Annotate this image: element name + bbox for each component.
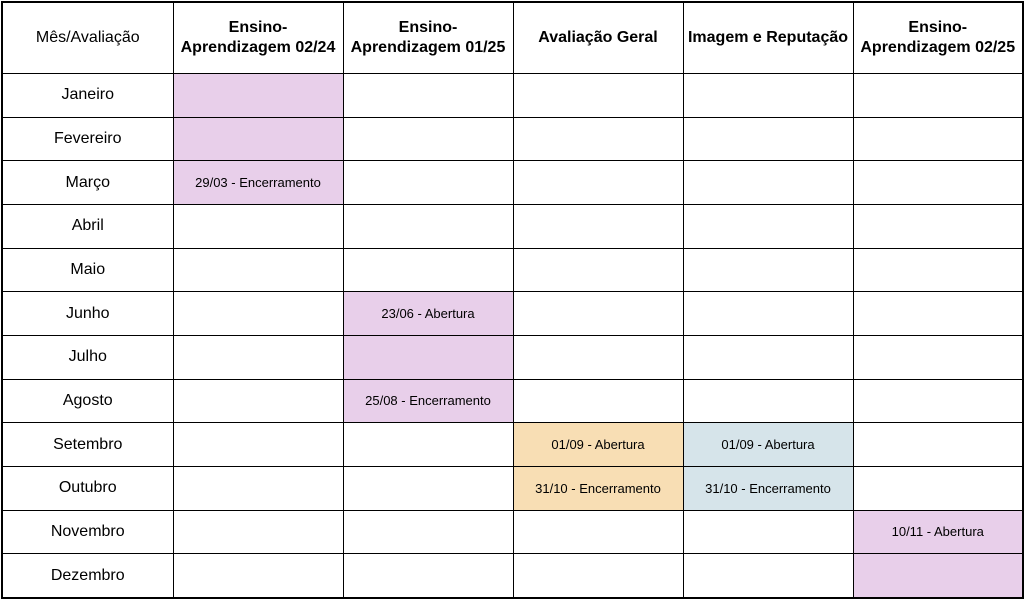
schedule-cell — [683, 161, 853, 205]
schedule-cell — [853, 117, 1023, 161]
schedule-cell — [173, 335, 343, 379]
schedule-cell — [683, 379, 853, 423]
schedule-cell — [683, 335, 853, 379]
table-row — [2, 554, 1023, 598]
schedule-cell — [683, 554, 853, 598]
schedule-cell: 23/06 - Abertura — [343, 292, 513, 336]
column-header: Ensino-Aprendizagem 02/24 — [173, 2, 343, 74]
schedule-cell — [173, 510, 343, 554]
schedule-cell: 10/11 - Abertura — [853, 510, 1023, 554]
month-cell: Março — [2, 161, 173, 205]
month-cell: Julho — [2, 335, 173, 379]
column-header: Avaliação Geral — [513, 2, 683, 74]
header-row — [2, 2, 1023, 74]
schedule-cell — [343, 248, 513, 292]
schedule-cell — [343, 117, 513, 161]
schedule-cell — [513, 554, 683, 598]
schedule-cell: 01/09 - Abertura — [513, 423, 683, 467]
column-header: Ensino-Aprendizagem 02/25 — [853, 2, 1023, 74]
schedule-cell — [853, 74, 1023, 118]
month-cell: Fevereiro — [2, 117, 173, 161]
schedule-cell — [853, 204, 1023, 248]
table-row — [2, 161, 1023, 205]
schedule-cell — [853, 554, 1023, 598]
month-cell: Janeiro — [2, 74, 173, 118]
schedule-cell — [853, 423, 1023, 467]
schedule-cell — [513, 204, 683, 248]
table-row — [2, 379, 1023, 423]
schedule-cell — [853, 161, 1023, 205]
schedule-cell: 29/03 - Encerramento — [173, 161, 343, 205]
month-cell: Maio — [2, 248, 173, 292]
schedule-cell — [683, 74, 853, 118]
month-cell: Abril — [2, 204, 173, 248]
schedule-cell — [173, 248, 343, 292]
schedule-cell: 31/10 - Encerramento — [513, 466, 683, 510]
schedule-cell — [513, 379, 683, 423]
schedule-cell — [173, 554, 343, 598]
schedule-cell — [853, 292, 1023, 336]
schedule-cell — [173, 379, 343, 423]
column-header: Imagem e Reputação — [683, 2, 853, 74]
schedule-cell — [853, 466, 1023, 510]
table-row — [2, 74, 1023, 118]
table-row — [2, 423, 1023, 467]
schedule-cell — [173, 117, 343, 161]
table-row — [2, 292, 1023, 336]
schedule-cell: 31/10 - Encerramento — [683, 466, 853, 510]
schedule-cell — [683, 117, 853, 161]
schedule-cell — [173, 466, 343, 510]
month-cell: Setembro — [2, 423, 173, 467]
schedule-cell — [343, 74, 513, 118]
schedule-cell — [513, 161, 683, 205]
schedule-cell — [513, 292, 683, 336]
month-cell: Outubro — [2, 466, 173, 510]
schedule-cell: 01/09 - Abertura — [683, 423, 853, 467]
schedule-cell — [853, 379, 1023, 423]
table-body — [2, 74, 1023, 599]
schedule-cell — [683, 510, 853, 554]
month-cell: Novembro — [2, 510, 173, 554]
table-row — [2, 466, 1023, 510]
schedule-cell — [343, 423, 513, 467]
schedule-cell — [343, 161, 513, 205]
month-cell: Dezembro — [2, 554, 173, 598]
table-row — [2, 117, 1023, 161]
schedule-cell — [343, 510, 513, 554]
schedule-cell — [513, 117, 683, 161]
schedule-cell — [173, 423, 343, 467]
schedule-cell — [513, 510, 683, 554]
table-row — [2, 335, 1023, 379]
schedule-cell — [343, 335, 513, 379]
schedule-cell — [683, 248, 853, 292]
month-cell: Agosto — [2, 379, 173, 423]
schedule-cell — [513, 248, 683, 292]
schedule-cell — [173, 74, 343, 118]
schedule-cell — [683, 204, 853, 248]
schedule-cell — [173, 204, 343, 248]
table-row — [2, 248, 1023, 292]
schedule-cell — [513, 335, 683, 379]
schedule-cell — [343, 466, 513, 510]
column-header: Ensino-Aprendizagem 01/25 — [343, 2, 513, 74]
table-row — [2, 204, 1023, 248]
corner-header: Mês/Avaliação — [2, 2, 173, 74]
schedule-cell: 25/08 - Encerramento — [343, 379, 513, 423]
month-cell: Junho — [2, 292, 173, 336]
schedule-cell — [513, 74, 683, 118]
schedule-cell — [683, 292, 853, 336]
schedule-cell — [853, 335, 1023, 379]
schedule-cell — [173, 292, 343, 336]
table-row — [2, 510, 1023, 554]
schedule-cell — [343, 554, 513, 598]
evaluation-schedule-table — [1, 1, 1024, 599]
schedule-cell — [853, 248, 1023, 292]
schedule-cell — [343, 204, 513, 248]
